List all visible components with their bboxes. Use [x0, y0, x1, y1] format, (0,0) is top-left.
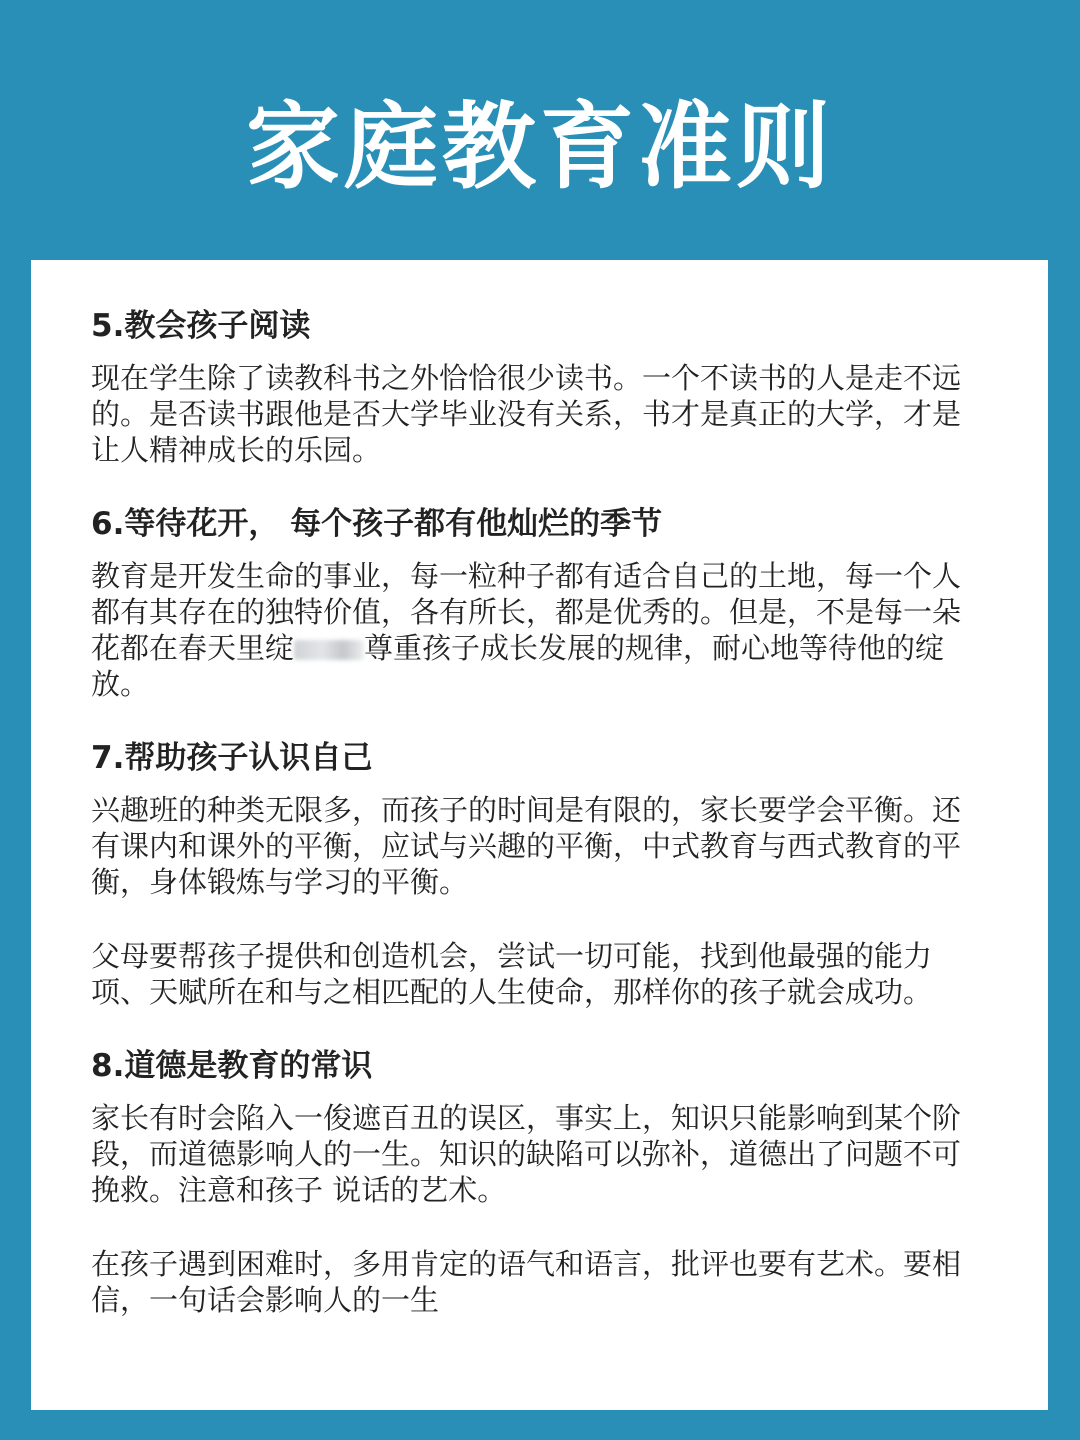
section-heading: 6.等待花开， 每个孩子都有他灿烂的季节: [91, 506, 663, 542]
section-7: [91, 736, 988, 1010]
section-heading: 5.教会孩子阅读: [91, 308, 311, 344]
content-card: [31, 260, 1048, 1410]
section-paragraph: 兴趣班的种类无限多，而孩子的时间是有限的，家长要学会平衡。还有课内和课外的平衡，应试与兴趣的平衡，中式教育与西式教育的平衡，身体锻炼与学习的平衡。: [91, 793, 962, 899]
section-6: [91, 502, 988, 702]
section-paragraph: 父母要帮孩子提供和创造机会，尝试一切可能，找到他最强的能力项、天赋所在和与之相匹配的人生使命，那样你的孩子就会成功。: [91, 939, 933, 1009]
section-paragraph: 在孩子遇到困难时，多用肯定的语气和语言，批评也要有艺术。要相信，一句话会影响人的一生: [91, 1247, 962, 1317]
page-title: 家庭教育准则: [245, 93, 834, 202]
section-paragraph: [91, 558, 988, 702]
section-paragraph: 现在学生除了读教科书之外恰恰很少读书。一个不读书的人是走不远的。是否读书跟他是否大学毕业没有关系，书才是真正的大学，才是让人精神成长的乐园。: [91, 361, 962, 467]
section-8: [91, 1044, 988, 1318]
section-heading: 8.道德是教育的常识: [91, 1048, 373, 1084]
section-paragraph: 家长有时会陷入一俊遮百丑的误区，事实上，知识只能影响到某个阶段，而道德影响人的一生。知识的缺陷可以弥补，道德出了问题不可挽救。注意和孩子 说话的艺术。: [91, 1101, 962, 1207]
blurred-text-redaction: [294, 640, 364, 660]
section-heading: 7.帮助孩子认识自己: [91, 740, 373, 776]
section-5: [91, 304, 988, 468]
paragraph-part: 尊重孩子成长发展的规律，耐心地等待他的绽放。: [91, 631, 945, 701]
paragraph-part: 教育是开发生命的事业，每一粒种子都有适合自己的土地，每一个人都有其存在的独特价值，各有所长，都是优秀的。但是，不是每一朵花都在春天里绽: [91, 559, 962, 665]
